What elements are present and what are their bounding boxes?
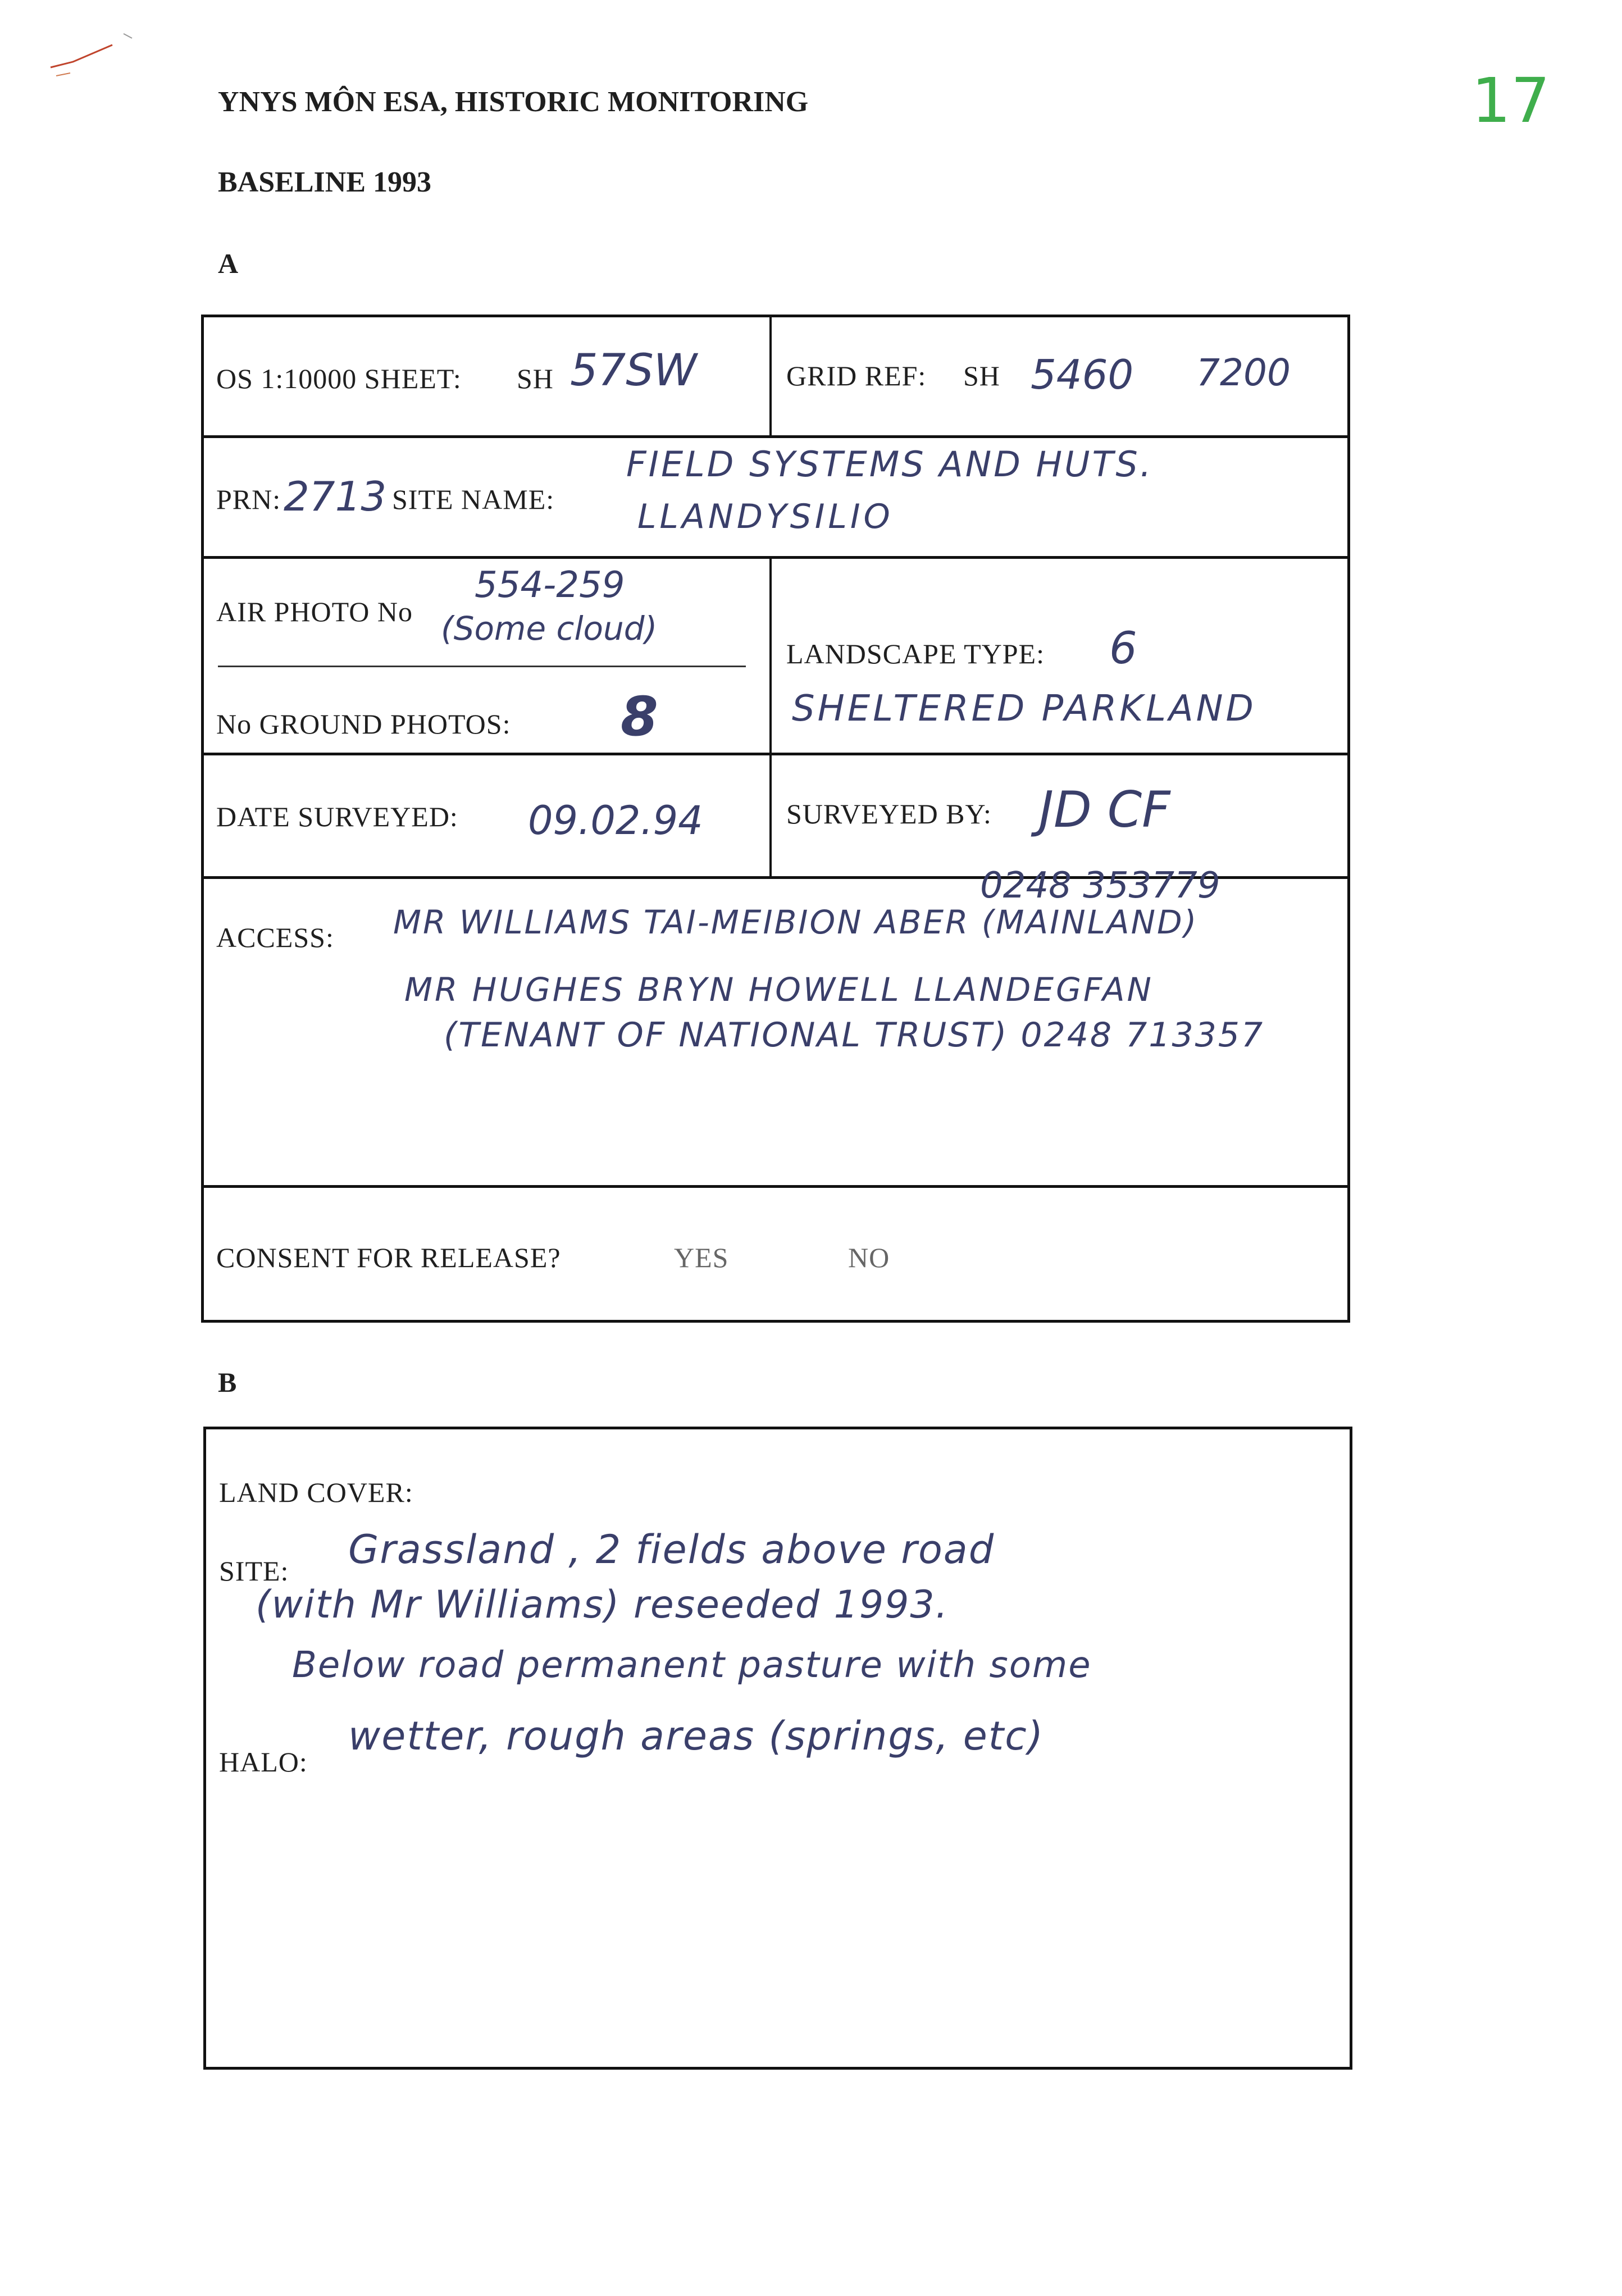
access-phone-1: 0248 353779 — [980, 865, 1220, 906]
baseline-label: BASELINE 1993 — [218, 166, 431, 198]
site-name-line2: LLANDYSILIO — [637, 497, 894, 536]
grid-ref-easting: 5460 — [1031, 351, 1134, 398]
grid-ref-northing: 7200 — [1196, 351, 1291, 394]
air-photo-value-1: 554-259 — [475, 564, 625, 606]
grid-ref-label: GRID REF: — [786, 360, 927, 391]
section-b-label: B — [218, 1366, 238, 1398]
surveyed-by-value: JD CF — [1039, 781, 1170, 839]
landscape-description: SHELTERED PARKLAND — [792, 688, 1256, 730]
consent-no[interactable]: NO — [848, 1242, 890, 1273]
ground-photos-value: 8 — [621, 685, 658, 748]
site-label: SITE: — [219, 1555, 289, 1587]
ground-photos-label: No GROUND PHOTOS: — [216, 708, 511, 740]
site-line-1: Grassland , 2 fields above road — [348, 1527, 995, 1573]
air-photo-value-2: (Some cloud) — [441, 609, 658, 648]
form-title: YNYS MÔN ESA, HISTORIC MONITORING — [218, 86, 809, 118]
grid-ref-prefix: SH — [963, 360, 1000, 391]
site-name-label: SITE NAME: — [392, 484, 555, 515]
divider — [201, 435, 1350, 438]
column-divider — [769, 315, 772, 435]
date-surveyed-value: 09.02.94 — [528, 798, 703, 844]
surveyed-by-label: SURVEYED BY: — [786, 798, 992, 830]
air-photo-underline — [218, 666, 746, 667]
prn-value: 2713 — [284, 473, 387, 520]
divider — [201, 1185, 1350, 1188]
os-sheet-prefix: SH — [517, 363, 554, 394]
prn-label: PRN: — [216, 484, 281, 515]
landscape-type-value: 6 — [1109, 623, 1137, 674]
landscape-type-label: LANDSCAPE TYPE: — [786, 638, 1045, 669]
page-number: 17 — [1471, 65, 1550, 136]
site-line-2: (with Mr Williams) reseeded 1993. — [256, 1583, 949, 1627]
os-sheet-value: 57SW — [570, 345, 697, 396]
stray-mark — [39, 22, 152, 84]
access-label: ACCESS: — [216, 922, 334, 953]
divider — [201, 753, 1350, 755]
divider — [201, 556, 1350, 559]
land-cover-label: LAND COVER: — [219, 1477, 413, 1508]
site-name-line1: FIELD SYSTEMS AND HUTS. — [626, 444, 1154, 485]
access-line-1: MR WILLIAMS TAI-MEIBION ABER (MAINLAND) — [393, 903, 1199, 941]
access-line-3: (TENANT OF NATIONAL TRUST) 0248 713357 — [444, 1015, 1265, 1055]
halo-label: HALO: — [219, 1746, 308, 1778]
air-photo-label: AIR PHOTO No — [216, 596, 413, 627]
halo-value: wetter, rough areas (springs, etc) — [348, 1713, 1045, 1759]
column-divider — [769, 556, 772, 876]
section-a-label: A — [218, 248, 239, 279]
consent-yes[interactable]: YES — [674, 1242, 729, 1273]
access-line-2: MR HUGHES BRYN HOWELL LLANDEGFAN — [404, 971, 1154, 1009]
site-line-3: Below road permanent pasture with some — [292, 1644, 1092, 1686]
os-sheet-label: OS 1:10000 SHEET: — [216, 363, 462, 394]
date-surveyed-label: DATE SURVEYED: — [216, 801, 458, 832]
consent-label: CONSENT FOR RELEASE? — [216, 1242, 561, 1273]
